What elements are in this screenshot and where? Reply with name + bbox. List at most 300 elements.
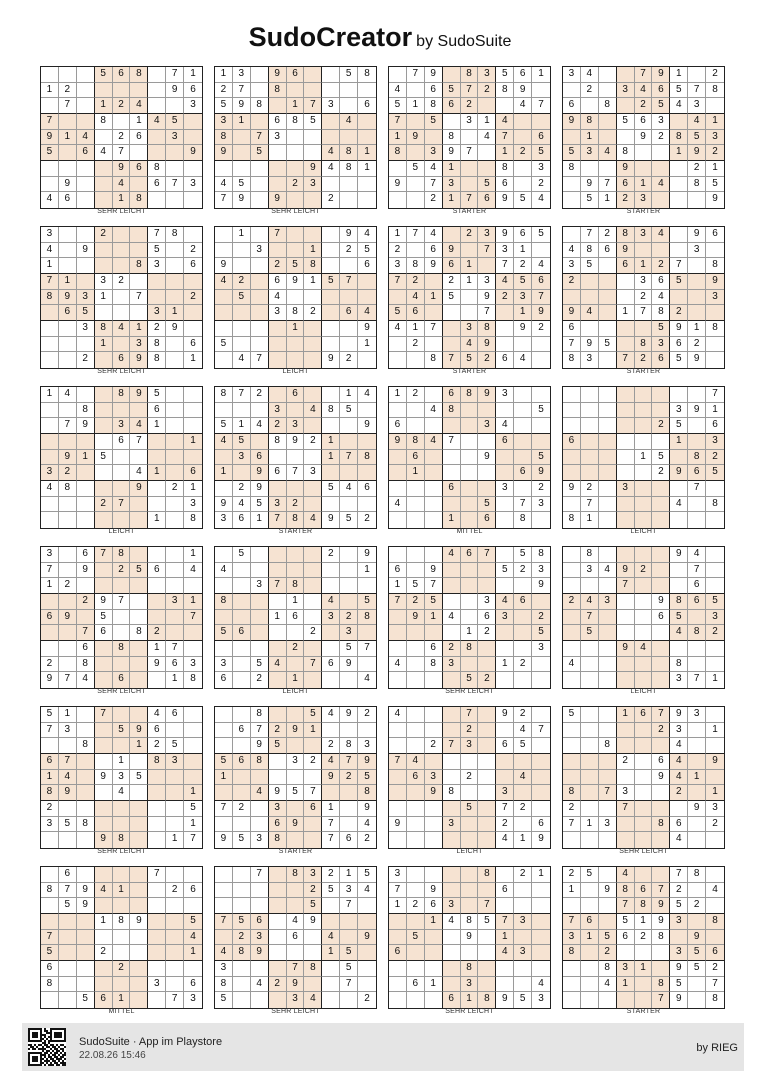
sudoku-cell: 2 <box>269 258 287 274</box>
sudoku-cell: 6 <box>59 867 77 883</box>
sudoku-cell: 3 <box>184 177 202 193</box>
sudoku-cell <box>563 192 581 208</box>
sudoku-cell <box>148 785 166 801</box>
sudoku-cell: 4 <box>635 641 653 657</box>
sudoku-cell: 7 <box>166 641 184 657</box>
footer-app-name: SudoSuite · App im Playstore <box>79 1036 223 1048</box>
sudoku-cell <box>407 738 425 754</box>
sudoku-cell <box>113 657 131 673</box>
sudoku-cell: 4 <box>599 145 617 161</box>
sudoku-cell <box>113 977 131 993</box>
sudoku-cell <box>148 883 166 899</box>
sudoku-cell: 5 <box>670 418 688 434</box>
sudoku-cell <box>148 497 166 513</box>
sudoku-cell <box>59 801 77 817</box>
sudoku-cell: 8 <box>59 481 77 497</box>
sudoku-cell <box>358 114 376 130</box>
sudoku-cell <box>322 641 340 657</box>
sudoku-cell <box>635 465 653 481</box>
sudoku-cell <box>635 547 653 563</box>
sudoku-cell <box>514 883 532 899</box>
sudoku-cell <box>478 434 496 450</box>
sudoku-cell: 5 <box>130 563 148 579</box>
difficulty-label: STARTER <box>626 368 661 375</box>
sudoku-cell: 1 <box>443 192 461 208</box>
sudoku-cell <box>269 930 287 946</box>
sudoku-cell <box>443 770 461 786</box>
sudoku-cell <box>304 497 322 513</box>
sudoku-cell: 5 <box>77 992 95 1008</box>
sudoku-cell <box>652 387 670 403</box>
sudoku-cell <box>581 274 599 290</box>
sudoku-cell: 6 <box>688 465 706 481</box>
sudoku-cell: 7 <box>581 497 599 513</box>
sudoku-cell <box>581 403 599 419</box>
sudoku-cell <box>407 785 425 801</box>
sudoku-cell <box>233 161 251 177</box>
sudoku-cell: 5 <box>425 114 443 130</box>
sudoku-cell <box>77 754 95 770</box>
sudoku-cell <box>59 337 77 353</box>
sudoku-cell <box>478 801 496 817</box>
sudoku-cell: 1 <box>59 707 77 723</box>
sudoku-cell <box>233 305 251 321</box>
sudoku-cell: 5 <box>215 625 233 641</box>
sudoku-cell <box>581 961 599 977</box>
sudoku-cell: 7 <box>706 387 724 403</box>
sudoku-cell <box>77 512 95 528</box>
sudoku-cell <box>148 83 166 99</box>
sudoku-cell: 2 <box>563 801 581 817</box>
sudoku-cell: 6 <box>41 754 59 770</box>
sudoku-cell: 1 <box>514 243 532 259</box>
sudoku-cell: 9 <box>215 832 233 848</box>
sudoku-cell: 8 <box>581 547 599 563</box>
sudoku-cell <box>532 243 550 259</box>
sudoku-cell <box>340 290 358 306</box>
sudoku-cell: 7 <box>251 867 269 883</box>
sudoku-cell <box>251 83 269 99</box>
sudoku-cell <box>688 290 706 306</box>
sudoku-cell: 5 <box>215 98 233 114</box>
sudoku-cell <box>148 770 166 786</box>
sudoku-cell <box>443 321 461 337</box>
sudoku-cell: 3 <box>41 547 59 563</box>
sudoku-cell: 7 <box>599 785 617 801</box>
sudoku-cell: 7 <box>41 930 59 946</box>
sudoku-cell: 4 <box>389 321 407 337</box>
sudoku-cell <box>215 161 233 177</box>
sudoku-cell <box>215 290 233 306</box>
sudoku-cell <box>389 738 407 754</box>
sudoku-cell <box>514 754 532 770</box>
sudoku-cell <box>251 274 269 290</box>
sudoku-cell <box>287 707 305 723</box>
sudoku-puzzle <box>40 546 203 698</box>
sudoku-cell: 1 <box>443 161 461 177</box>
sudoku-cell <box>233 977 251 993</box>
sudoku-cell <box>95 465 113 481</box>
sudoku-cell: 3 <box>532 161 550 177</box>
sudoku-cell: 2 <box>233 930 251 946</box>
sudoku-cell <box>599 434 617 450</box>
sudoku-cell <box>251 227 269 243</box>
sudoku-cell <box>287 130 305 146</box>
sudoku-cell <box>148 817 166 833</box>
sudoku-cell: 9 <box>617 563 635 579</box>
sudoku-cell: 1 <box>113 754 131 770</box>
sudoku-cell: 4 <box>95 145 113 161</box>
sudoku-cell: 3 <box>617 961 635 977</box>
sudoku-cell <box>130 898 148 914</box>
sudoku-cell <box>706 563 724 579</box>
sudoku-cell: 3 <box>461 321 479 337</box>
sudoku-cell <box>340 258 358 274</box>
sudoku-cell <box>652 192 670 208</box>
sudoku-cell: 5 <box>77 305 95 321</box>
sudoku-cell <box>461 563 479 579</box>
sudoku-cell: 3 <box>514 914 532 930</box>
sudoku-cell <box>251 641 269 657</box>
sudoku-cell: 8 <box>95 321 113 337</box>
sudoku-cell: 8 <box>581 243 599 259</box>
sudoku-cell <box>95 418 113 434</box>
sudoku-cell: 2 <box>599 227 617 243</box>
sudoku-cell <box>443 305 461 321</box>
sudoku-cell: 3 <box>496 387 514 403</box>
sudoku-cell: 6 <box>113 67 131 83</box>
sudoku-cell <box>532 83 550 99</box>
sudoku-cell: 9 <box>688 352 706 368</box>
sudoku-cell <box>233 465 251 481</box>
sudoku-cell <box>514 930 532 946</box>
sudoku-cell: 2 <box>635 563 653 579</box>
sudoku-cell <box>514 337 532 353</box>
sudoku-cell <box>389 992 407 1008</box>
sudoku-cell <box>461 832 479 848</box>
sudoku-cell: 1 <box>706 723 724 739</box>
sudoku-cell: 1 <box>389 227 407 243</box>
sudoku-cell: 6 <box>184 465 202 481</box>
sudoku-cell <box>389 832 407 848</box>
sudoku-cell: 9 <box>407 610 425 626</box>
sudoku-cell: 5 <box>215 754 233 770</box>
sudoku-cell <box>233 707 251 723</box>
sudoku-cell: 9 <box>389 817 407 833</box>
sudoku-cell: 9 <box>688 403 706 419</box>
sudoku-cell <box>478 98 496 114</box>
sudoku-cell <box>148 192 166 208</box>
sudoku-cell: 6 <box>184 258 202 274</box>
sudoku-cell <box>130 610 148 626</box>
sudoku-cell <box>617 497 635 513</box>
sudoku-cell <box>130 832 148 848</box>
sudoku-cell: 7 <box>251 130 269 146</box>
sudoku-cell: 2 <box>496 290 514 306</box>
sudoku-cell: 9 <box>287 274 305 290</box>
sudoku-cell <box>389 450 407 466</box>
sudoku-cell <box>425 672 443 688</box>
sudoku-cell: 2 <box>532 177 550 193</box>
sudoku-cell: 9 <box>425 67 443 83</box>
sudoku-cell <box>599 465 617 481</box>
sudoku-cell: 1 <box>389 578 407 594</box>
sudoku-cell: 9 <box>358 754 376 770</box>
sudoku-cell <box>148 547 166 563</box>
sudoku-cell: 3 <box>617 83 635 99</box>
sudoku-cell: 3 <box>59 723 77 739</box>
sudoku-cell <box>77 945 95 961</box>
sudoku-cell: 3 <box>287 418 305 434</box>
sudoku-cell <box>532 594 550 610</box>
sudoku-cell: 1 <box>461 274 479 290</box>
sudoku-cell <box>304 192 322 208</box>
sudoku-cell: 4 <box>688 547 706 563</box>
sudoku-cell: 2 <box>41 801 59 817</box>
sudoku-cell <box>478 785 496 801</box>
sudoku-cell: 4 <box>358 387 376 403</box>
sudoku-cell: 7 <box>304 98 322 114</box>
sudoku-cell: 3 <box>496 243 514 259</box>
sudoku-cell: 2 <box>364 993 370 1005</box>
sudoku-cell: 3 <box>514 290 532 306</box>
sudoku-cell: 8 <box>41 290 59 306</box>
sudoku-cell <box>389 785 407 801</box>
sudoku-cell: 8 <box>652 930 670 946</box>
sudoku-cell: 5 <box>269 738 287 754</box>
sudoku-cell <box>443 883 461 899</box>
sudoku-cell <box>563 387 581 403</box>
sudoku-grid-area <box>40 66 726 1018</box>
sudoku-cell: 4 <box>269 657 287 673</box>
sudoku-cell: 4 <box>443 610 461 626</box>
sudoku-cell <box>425 832 443 848</box>
sudoku-cell: 9 <box>130 914 148 930</box>
sudoku-cell: 1 <box>287 98 305 114</box>
sudoku-cell <box>184 305 202 321</box>
sudoku-cell: 4 <box>652 227 670 243</box>
sudoku-cell: 5 <box>233 290 251 306</box>
sudoku-cell: 2 <box>113 274 131 290</box>
sudoku-board <box>388 66 551 209</box>
sudoku-cell: 9 <box>130 481 148 497</box>
sudoku-cell: 2 <box>407 387 425 403</box>
sudoku-cell: 4 <box>215 434 233 450</box>
sudoku-cell: 4 <box>287 914 305 930</box>
sudoku-cell <box>407 563 425 579</box>
sudoku-cell <box>514 481 532 497</box>
sudoku-cell: 9 <box>617 161 635 177</box>
sudoku-cell <box>407 883 425 899</box>
sudoku-cell: 6 <box>425 898 443 914</box>
sudoku-cell <box>407 672 425 688</box>
sudoku-cell <box>113 481 131 497</box>
sudoku-cell: 2 <box>532 321 550 337</box>
sudoku-cell <box>251 883 269 899</box>
sudoku-cell <box>41 434 59 450</box>
sudoku-cell: 5 <box>670 610 688 626</box>
sudoku-cell <box>563 497 581 513</box>
sudoku-cell <box>478 817 496 833</box>
sudoku-cell: 9 <box>166 321 184 337</box>
sudoku-cell: 9 <box>652 898 670 914</box>
sudoku-cell: 2 <box>496 817 514 833</box>
sudoku-cell <box>443 867 461 883</box>
sudoku-cell: 1 <box>425 914 443 930</box>
sudoku-cell: 1 <box>130 738 148 754</box>
sudoku-cell <box>287 898 305 914</box>
sudoku-cell <box>532 898 550 914</box>
sudoku-cell: 9 <box>496 707 514 723</box>
sudoku-cell <box>617 387 635 403</box>
sudoku-cell: 6 <box>496 352 514 368</box>
sudoku-cell: 9 <box>425 563 443 579</box>
sudoku-cell: 7 <box>113 594 131 610</box>
sudoku-cell: 3 <box>563 67 581 83</box>
sudoku-cell <box>322 625 340 641</box>
sudoku-cell <box>130 497 148 513</box>
sudoku-cell: 2 <box>670 883 688 899</box>
sudoku-cell <box>148 832 166 848</box>
difficulty-label: SEHR LEICHT <box>445 688 494 695</box>
sudoku-cell: 1 <box>563 883 581 899</box>
sudoku-cell <box>425 930 443 946</box>
sudoku-cell: 5 <box>407 578 425 594</box>
sudoku-cell: 5 <box>130 770 148 786</box>
sudoku-cell <box>77 867 95 883</box>
sudoku-cell: 4 <box>304 403 322 419</box>
sudoku-cell <box>599 610 617 626</box>
sudoku-cell <box>706 770 724 786</box>
sudoku-cell <box>77 610 95 626</box>
sudoku-cell: 1 <box>514 832 532 848</box>
sudoku-cell <box>599 707 617 723</box>
sudoku-cell <box>59 977 77 993</box>
sudoku-cell <box>113 512 131 528</box>
sudoku-cell <box>148 290 166 306</box>
sudoku-cell: 8 <box>670 594 688 610</box>
sudoku-cell <box>77 914 95 930</box>
sudoku-cell: 5 <box>166 738 184 754</box>
sudoku-cell: 7 <box>184 610 202 626</box>
sudoku-cell <box>599 497 617 513</box>
sudoku-cell <box>358 945 376 961</box>
sudoku-cell: 1 <box>635 961 653 977</box>
sudoku-cell: 8 <box>41 883 59 899</box>
sudoku-cell <box>581 290 599 306</box>
sudoku-cell: 8 <box>41 785 59 801</box>
sudoku-cell <box>304 977 322 993</box>
sudoku-cell: 9 <box>532 578 550 594</box>
sudoku-cell <box>269 337 287 353</box>
difficulty-label: SEHR LEICHT <box>97 848 146 855</box>
sudoku-cell: 6 <box>425 243 443 259</box>
sudoku-cell <box>389 290 407 306</box>
sudoku-cell: 7 <box>95 707 113 723</box>
sudoku-cell: 8 <box>706 83 724 99</box>
sudoku-cell <box>233 672 251 688</box>
sudoku-cell: 1 <box>190 353 196 365</box>
sudoku-cell: 6 <box>269 465 287 481</box>
sudoku-cell: 3 <box>77 290 95 306</box>
sudoku-cell <box>514 418 532 434</box>
sudoku-board <box>388 706 551 849</box>
sudoku-cell <box>166 403 184 419</box>
difficulty-label: STARTER <box>278 528 313 535</box>
sudoku-cell: 9 <box>322 770 340 786</box>
sudoku-cell: 2 <box>635 352 653 368</box>
sudoku-cell: 4 <box>652 177 670 193</box>
sudoku-cell: 6 <box>59 192 77 208</box>
sudoku-cell: 9 <box>358 321 376 337</box>
sudoku-cell <box>304 418 322 434</box>
footer-timestamp: 22.08.26 15:46 <box>79 1050 146 1061</box>
sudoku-cell <box>287 481 305 497</box>
sudoku-cell <box>77 465 95 481</box>
sudoku-cell: 3 <box>287 992 305 1008</box>
sudoku-cell: 4 <box>514 98 532 114</box>
sudoku-cell: 5 <box>532 625 550 641</box>
sudoku-cell: 8 <box>652 305 670 321</box>
sudoku-cell: 2 <box>251 387 269 403</box>
sudoku-cell: 8 <box>287 867 305 883</box>
sudoku-cell <box>130 403 148 419</box>
sudoku-cell: 5 <box>41 145 59 161</box>
sudoku-cell: 6 <box>389 945 407 961</box>
sudoku-cell: 1 <box>389 387 407 403</box>
sudoku-cell <box>617 625 635 641</box>
sudoku-cell: 6 <box>269 114 287 130</box>
sudoku-cell: 5 <box>215 992 233 1008</box>
sudoku-board <box>214 226 377 369</box>
sudoku-cell <box>461 177 479 193</box>
sudoku-cell: 9 <box>599 883 617 899</box>
sudoku-cell <box>496 867 514 883</box>
sudoku-cell <box>532 387 550 403</box>
sudoku-cell: 3 <box>251 930 269 946</box>
sudoku-cell: 6 <box>113 352 131 368</box>
app-subtitle: by SudoSuite <box>416 33 512 50</box>
sudoku-cell: 4 <box>304 512 322 528</box>
sudoku-cell: 1 <box>581 817 599 833</box>
sudoku-cell: 4 <box>215 274 233 290</box>
sudoku-cell: 7 <box>425 177 443 193</box>
sudoku-cell: 9 <box>496 192 514 208</box>
sudoku-cell <box>184 641 202 657</box>
sudoku-cell <box>233 610 251 626</box>
sudoku-cell: 2 <box>635 290 653 306</box>
sudoku-cell: 5 <box>148 243 166 259</box>
sudoku-cell: 8 <box>443 130 461 146</box>
sudoku-cell <box>41 418 59 434</box>
sudoku-cell <box>340 594 358 610</box>
sudoku-cell: 8 <box>113 387 131 403</box>
sudoku-cell: 6 <box>77 145 95 161</box>
sudoku-cell <box>322 977 340 993</box>
sudoku-cell: 1 <box>581 130 599 146</box>
sudoku-cell <box>478 754 496 770</box>
sudoku-cell <box>95 563 113 579</box>
sudoku-cell: 6 <box>59 305 77 321</box>
sudoku-cell <box>166 337 184 353</box>
sudoku-cell: 1 <box>166 672 184 688</box>
sudoku-cell: 8 <box>287 578 305 594</box>
sudoku-cell <box>599 547 617 563</box>
sudoku-cell <box>269 914 287 930</box>
sudoku-cell <box>599 387 617 403</box>
sudoku-cell: 4 <box>443 547 461 563</box>
sudoku-cell <box>389 914 407 930</box>
